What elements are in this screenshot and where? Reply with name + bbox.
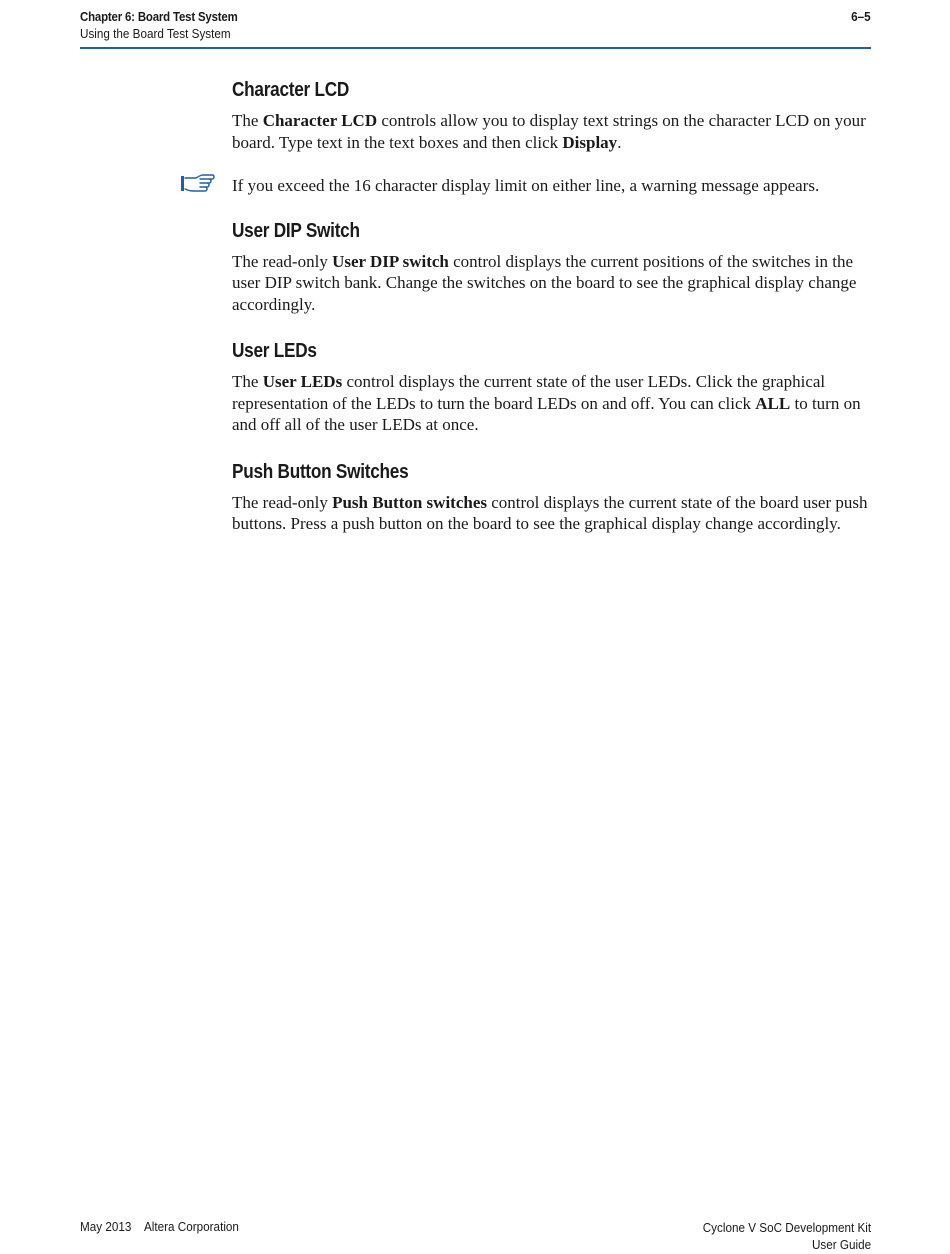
section-push-button-switches: [232, 458, 874, 535]
paragraph-user-dip-switch: The read-only User DIP switch control displays the current positions of the switches in the user DIP switch bank. Change the switches on the board to see the graphical display change accordingly.: [232, 251, 857, 314]
note-block: [232, 175, 874, 197]
note-text: If you exceed the 16 character display limit on either line, a warning message appears.: [232, 176, 820, 195]
bold-term: Character LCD: [262, 111, 378, 130]
footer-left: [80, 1219, 239, 1234]
footer-company: Altera Corporation: [143, 1219, 239, 1234]
section-user-dip-switch: [232, 217, 874, 316]
bold-term: ALL: [755, 393, 791, 413]
heading-user-leds: User LEDs: [232, 340, 317, 362]
section-subtitle: Using the Board Test System: [80, 26, 231, 41]
bold-term: Display: [562, 132, 618, 152]
page-number: 6–5: [851, 9, 871, 24]
bold-term: Push Button switches: [332, 492, 487, 512]
footer-product: Cyclone V SoC Development Kit: [702, 1220, 871, 1235]
heading-character-lcd: Character LCD: [232, 79, 350, 101]
heading-user-dip-switch: User DIP Switch: [232, 219, 360, 242]
page-header: [80, 9, 871, 49]
bold-term: User LEDs: [262, 372, 343, 391]
paragraph-character-lcd: The Character LCD controls allow you to display text strings on the character LCD on your board. Type text in the text boxes and then click Display.: [232, 111, 866, 152]
footer-doc-type: User Guide: [811, 1237, 871, 1252]
main-content: [232, 76, 874, 557]
footer-date: May 2013: [80, 1219, 132, 1234]
pointing-hand-icon: [180, 173, 216, 195]
section-user-leds: [232, 337, 874, 436]
heading-push-button-switches: Push Button Switches: [232, 460, 409, 483]
chapter-title: Chapter 6: Board Test System: [80, 9, 238, 24]
paragraph-user-leds: The User LEDs control displays the current state of the user LEDs. Click the graphical representation of the LEDs to turn the board LEDs on and off. You can click ALL to turn on and off all of the user LEDs at once.: [232, 372, 861, 434]
footer-right: [703, 1219, 871, 1253]
paragraph-push-button-switches: The read-only Push Button switches control displays the current state of the board user push buttons. Press a push button on the board to see the graphical display change accordingly.: [232, 492, 868, 533]
bold-term: User DIP switch: [332, 251, 449, 271]
section-character-lcd: [232, 76, 874, 153]
